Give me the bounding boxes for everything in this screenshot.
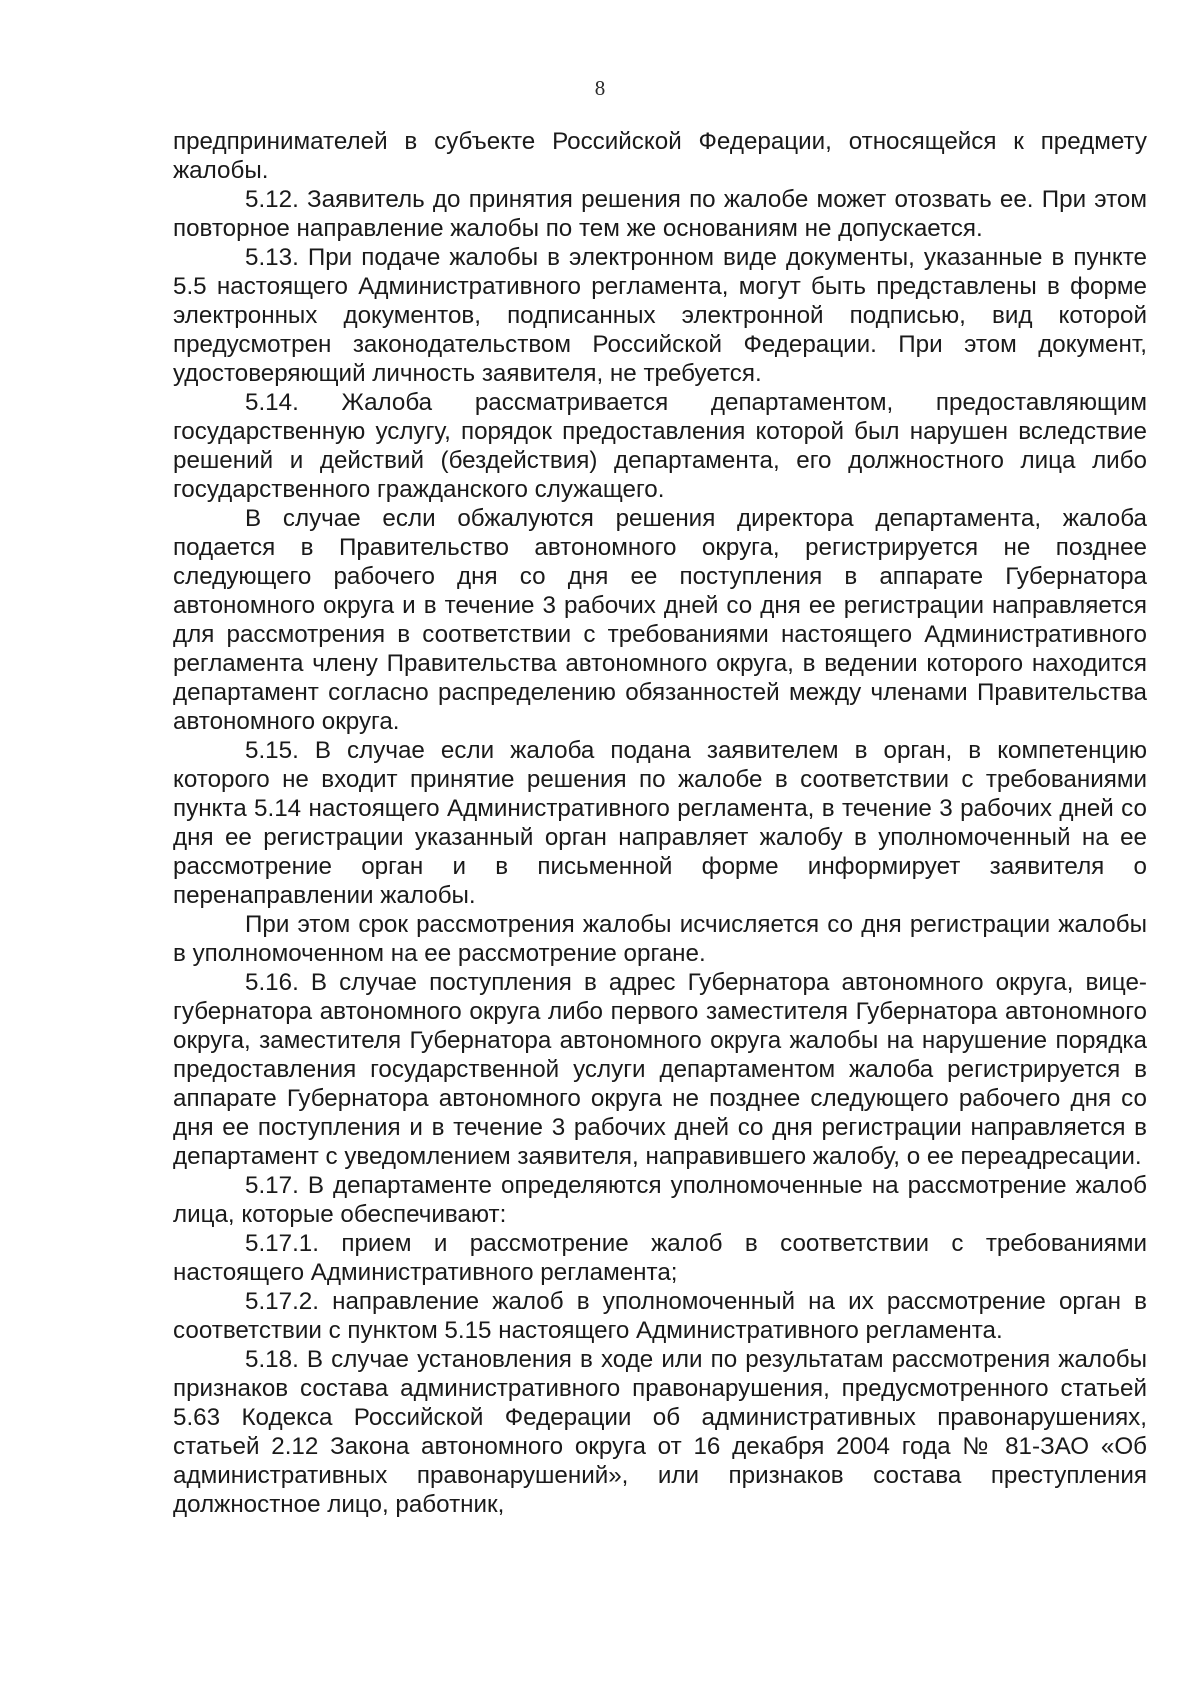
- page-number: 8: [594, 76, 606, 100]
- paragraph-5-13: 5.13. При подаче жалобы в электронном виде документы, указанные в пункте 5.5 настоящего Административного регламента, могут быть представлены в форме электронных документов, подписанных электронной подписью, вид которой предусмотрен законодательством Российской Федерации. При этом документ, удостоверяющий личность заявителя, не требуется.: [173, 244, 1147, 387]
- document-body: [173, 127, 1147, 1519]
- paragraph-5-18: 5.18. В случае установления в ходе или по результатам рассмотрения жалобы признаков состава административного правонарушения, предусмотренного статьей 5.63 Кодекса Российской Федерации об административных правонарушениях, статьей 2.12 Закона автономного округа от 16 декабря 2004 года № 81-ЗАО «Об административных правонарушений», или признаков состава преступления должностное лицо, работник,: [173, 1346, 1147, 1518]
- paragraph-continuation: предпринимателей в субъекте Российской Федерации, относящейся к предмету жалобы.: [173, 128, 1147, 184]
- paragraph-5-15-term: При этом срок рассмотрения жалобы исчисляется со дня регистрации жалобы в уполномоченном на ее рассмотрение органе.: [173, 911, 1147, 967]
- paragraph-5-12: 5.12. Заявитель до принятия решения по жалобе может отозвать ее. При этом повторное направление жалобы по тем же основаниям не допускается.: [173, 186, 1147, 242]
- paragraph-5-14: 5.14. Жалоба рассматривается департаментом, предоставляющим государственную услугу, порядок предоставления которой был нарушен вследствие решений и действий (бездействия) департамента, его должностного лица либо государственного гражданского служащего.: [173, 389, 1147, 503]
- paragraph-5-17-2: 5.17.2. направление жалоб в уполномоченный на их рассмотрение орган в соответствии с пунктом 5.15 настоящего Административного регламента.: [173, 1288, 1147, 1344]
- paragraph-5-15: 5.15. В случае если жалоба подана заявителем в орган, в компетенцию которого не входит принятие решения по жалобе в соответствии с требованиями пункта 5.14 настоящего Административного регламента, в течение 3 рабочих дней со дня ее регистрации указанный орган направляет жалобу в уполномоченный на ее рассмотрение орган и в письменной форме информирует заявителя о перенаправлении жалобы.: [173, 737, 1147, 909]
- paragraph-5-14-director: В случае если обжалуются решения директора департамента, жалоба подается в Правительство автономного округа, регистрируется не позднее следующего рабочего дня со дня ее поступления в аппарате Губернатора автономного округа и в течение 3 рабочих дней со дня ее регистрации направляется для рассмотрения в соответствии с требованиями настоящего Административного регламента члену Правительства автономного округа, в ведении которого находится департамент согласно распределению обязанностей между членами Правительства автономного округа.: [173, 505, 1147, 735]
- paragraph-5-17: 5.17. В департаменте определяются уполномоченные на рассмотрение жалоб лица, которые обеспечивают:: [173, 1172, 1147, 1228]
- paragraph-5-16: 5.16. В случае поступления в адрес Губернатора автономного округа, вице-губернатора автономного округа либо первого заместителя Губернатора автономного округа, заместителя Губернатора автономного округа жалобы на нарушение порядка предоставления государственной услуги департаментом жалоба регистрируется в аппарате Губернатора автономного округа не позднее следующего рабочего дня со дня ее поступления и в течение 3 рабочих дней со дня регистрации направляется в департамент с уведомлением заявителя, направившего жалобу, о ее переадресации.: [173, 969, 1147, 1170]
- paragraph-5-17-1: 5.17.1. прием и рассмотрение жалоб в соответствии с требованиями настоящего Административного регламента;: [173, 1230, 1147, 1286]
